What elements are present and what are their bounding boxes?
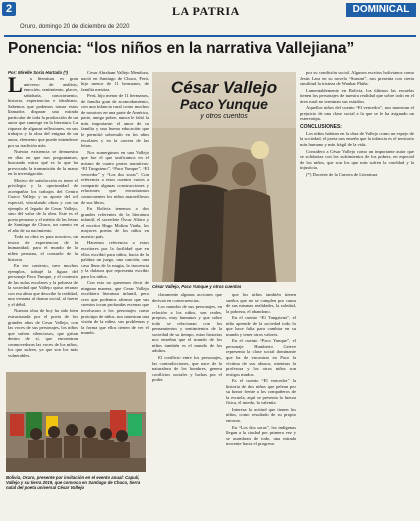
paragraph: por su condición social. Algunos escritos bolivianos como Jesús Lara en su novela “Surumi”, nos presenta con cierta similitud la tristeza de Wankar Phiña. — [300, 70, 414, 87]
conclusions-heading: CONCLUSIONES: — [300, 123, 342, 130]
column-2 — [152, 292, 222, 512]
drop-cap: L — [8, 72, 23, 97]
paragraph: Con esto no queremos decir de ninguna manera, que Cesar Vallejo escribiera literatura infantil, pero creo que podemos afirmar que sus cuentos tocan profundas escenas que involucran a los personajes como prototipo de niños, nos muestran una visión de la niñez, sus problemas y la forma que ellos tienen de ver el mundo. — [81, 280, 149, 336]
column-3 — [226, 292, 296, 512]
cover-author: César Vallejo — [170, 78, 278, 97]
newspaper-name: LA PATRIA — [172, 4, 240, 18]
paragraph: En ese contexto, tuve muchos ejemplos, trabajé la figura del personaje Paco Yunque, y el contexto de las aulas escolares y la pobreza de la sociedad que Vallejo quiso retratar con esa alma que describe la realidad, una ventana al drama social, al fuerte y el débil. — [8, 263, 78, 307]
paragraph: a literatura es gran universo de análisis, emoción, sentimiento, placer, sabiduría, conocimiento, historia, experiencias e idealismo. Sabemos que podemos tomar estos llamados disparar una mirada particular de toda la producción de un autor que sumerge en la literatura. La riqueza de algunas reflexiones, en sus trabajos y la obra del enigma de un autor, elemento que puede entenderse por su tradición más. — [8, 76, 78, 148]
paragraph: Perú, hijo menor de 11 hermanos, de familia gran de acomodamiento, con una infancia rural como muchos de nosotros en una parte de América, parte, amigo pobre, nunca le faltó la más importante: el amor de su familia y una buena educación que le permitió sobresalir en los años escolares y en la carrera de las letras. — [81, 93, 149, 149]
paragraph: Nuestra existencia se demuestra en días en que nos preguntamos, buscando mirar qué es lo que ha provocado la transmisión de la mano en la investigación. — [8, 149, 78, 177]
section-label: DOMINICAL — [346, 3, 416, 17]
paragraph: En el cuento “Paco Yunque”, el personaje Humberto Grieve representa la clase social dominante que ha de encontrar en Paco la víctima de sus abusos, mientras la profesora y los otros niños son testigos mudos. — [226, 338, 296, 377]
event-photo — [6, 372, 146, 472]
cover-title: Paco Yunque — [180, 96, 268, 112]
cover-caption: César Vallejo, Paco Yunque y otros cuentos — [152, 284, 242, 289]
paragraph: Los mundos de sus personajes, en relación a los niños, son reales, propios, muy humanos y que sobre todo se relacionan con los pensamientos y sentimientos de la sociedad de su tiempo, estas historias nos enseñan que el mundo de los niños también es el mundo de los adultos. — [152, 304, 222, 354]
column-6 — [300, 70, 414, 510]
paragraph: Aquellos niños del cuento “El vencedor”, nos muestran el prejuicio de una clase social a la que se le ha asignado un estereotipo. — [300, 105, 414, 122]
paragraph: que los niños también tienen sueños que no se cumplen por causa de sus mismas realidades, la soledad, la pobreza, el abandono. — [226, 292, 296, 314]
paragraph: Considero a César Vallejo como un importante autor que se solidariza con los sufrimientos de los pobres, en especial de los niños, que son los que más sufren la crueldad y la injusticia. — [300, 148, 414, 171]
paragraph: Hacemos referencia a estos escritores por la facilidad que en ellos escribió para niños, hacia de la palabra un juego, una canción, una casa llena de la magia, la inocencia y la dulzura que representa escribir para los niños. — [81, 240, 149, 279]
masthead — [0, 0, 420, 36]
cover-illustration — [152, 128, 296, 282]
paragraph: En “Los dos soras”, los indígenas llegan a la ciudad por primera vez y se asombran de todo, una mirada inocente hacia el progreso. — [226, 424, 296, 447]
photo-caption: Bolivia, Oruro, presente por invitación en el evento anual: Capulí, Vallejo y su tierra 2019, que convoca en Santiago de Chuco, tierra natal del poeta universal César Vallejo — [6, 475, 141, 491]
paragraph: Nos sumergimos en una Vallejo que fue el que unificamos en el mismo de cuatro partes narrativas: “El Tungsteno”, “Paco Yunque”, “El vencedor” y “Los dos soras”. Con referencia a estos cuentos varios a compartir algunas construcciones y relaciones que encontramos consecuentes los niños maravillosos de sus libros. — [81, 149, 149, 205]
byline: Por: Mirelle Soria Hurtado (*) — [8, 70, 69, 75]
paragraph: En Bolivia tenemos a dos grandes referentes de la literatura infantil, el sacerdote Óscar Alfaro y el escritor Hugo Molina Viaña, los mayores poetas de los niños en nuestro país. — [81, 206, 149, 239]
date-line: Oruro, domingo 20 de diciembre de 2020 — [20, 24, 130, 30]
column-1 — [8, 70, 78, 366]
page-number: 2 — [2, 2, 16, 16]
paragraph: Motivo de satisfacción es tener el privilegio y la oportunidad de acompañar los trabajos del Centro Cuzco Vallejo y su aporte del rol especial, vinculando obras y con un ejemplo el legado de Cesar Vallejo, sino del valor de la obra. Este es el poeta peruano y el mérito de las letras de Santiago de Chuco, un cuento en el año de su nacimiento. — [8, 177, 78, 233]
paragraph: El conflicto entre los personajes, las contradicciones, que nace de la naturaleza de los hombres, genera conflictos sociales y luchas por el poder. — [152, 355, 222, 383]
paragraph: Cesar Abraham Vallejo Mendoza, nació en Santiago de Chuco, Perú, hijo menor de 11 hermanos, de familia mestiza. — [81, 70, 149, 92]
paragraph: claramente algunas acciones que derivan en consecuencias. — [152, 292, 222, 303]
paragraph: Toda su obra es para nosotros, un tesoro de experiencias de la humanidad, para el mundo de la niñez peruana, el consuelo de la historia. — [8, 234, 78, 262]
book-cover-image — [152, 72, 296, 282]
author-note: (*) Docente de la Carrera de Literatura — [306, 171, 378, 177]
cover-subtitle: y otros cuentos — [200, 113, 248, 120]
paragraph: Los niños habitan en la obra de Vallejo como un espejo de la sociedad, el poeta nos enseña que la infancia es el territorio más humano y más frágil de la vida. — [300, 130, 414, 148]
column-1b — [81, 70, 149, 366]
paragraph: Lamentablemente en Bolivia, los últimos las escuelas tienen los personajes de nuestra realidad que sobre todo en el área rural no terminan sus estudios. — [300, 87, 414, 104]
paragraph: En el cuento “El Tungsteno”, el niño aprende de la sociedad todo lo que hace falta para cambiar en su mundo y tener otros valores. — [226, 315, 296, 337]
paragraph: Nuestra obra de hoy ha sido bien estructurada por el poeta de los grandes años de Cesar Vallejo, con las voces de sus personajes, los niños que sufren silenciosos, que gritan dentro de sí, que encuentran conmovedoras las voces de los niños, los que sufren, ya que son los más vulnerables. — [8, 308, 78, 358]
event-photo-illustration — [6, 372, 146, 472]
headline: Ponencia: “los niños en la narrativa Vallejiana” — [8, 40, 355, 57]
paragraph: Interesa la actitud que tienen los niños, como resultado de su propio entorno. — [226, 406, 296, 424]
header-rule — [4, 35, 416, 37]
paragraph: Es el cuento “El vencedor” la historia de dos niños que pelean por su honor frente a los compañeros de la escuela, aquí se presenta la fuerza física, el miedo, la valentía. — [226, 378, 296, 406]
